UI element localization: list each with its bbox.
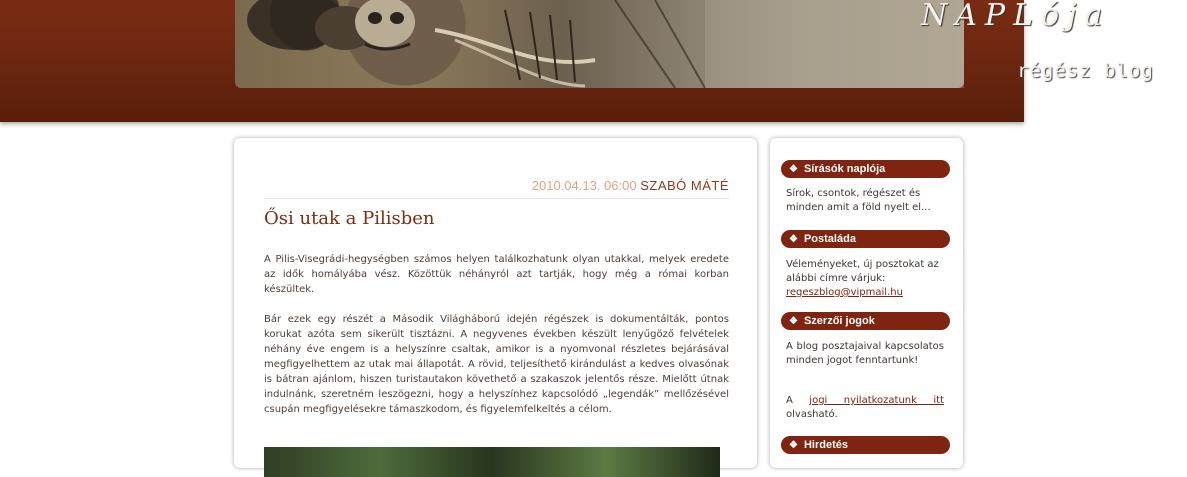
meta-divider [264, 198, 729, 199]
post-author[interactable]: SZABÓ MÁTÉ [640, 178, 729, 193]
post-paragraph: A Pilis-Visegrádi-hegységben számos helyen találkozhatunk olyan utakkal, melyek eredete az idők homályába vész. Közöttük néhányról azt tartják, hogy még a római korban készültek. [264, 254, 729, 295]
widget-header-sirasok [781, 160, 950, 178]
header-banner[interactable] [235, 0, 1154, 88]
diamond-bullet-icon: ❖ [789, 234, 798, 245]
blog-title: NAPLója [921, 0, 1111, 33]
widget-title: Hirdetés [803, 439, 848, 451]
skeleton-photo-illustration [235, 0, 964, 88]
diamond-bullet-icon: ❖ [789, 164, 798, 175]
widget-title: Szerzői jogok [803, 315, 875, 327]
legal-notice-link[interactable]: jogi nyilatkozatunk itt [809, 395, 944, 406]
postalada-text: Véleményeket, új posztokat az alábbi címre várjuk: [786, 259, 939, 284]
blog-subtitle: régész blog [1017, 60, 1154, 82]
post-paragraph: Bár ezek egy részét a Második Világháború idején régészek is dokumentálták, pontos korukat azóta sem sikerült tisztázni. A negyvenes években készült lenyűgöző felvételek néhány éve engem is a helyszínre csaltak, amikor is a nyomvonal részletes bejárásával megfigyelhettem az utak mai állapotát. A rövid, teljesíthető kirándulást a kedves olvasónak is bátran ajánlom, hiszen turistautakon követhető a szakaszok jelentős része. Mielőtt útnak indulnánk, szeretném leszögezni, hogy a helyszínhez kapcsolódó „legendák” mellőzésével csupán megfigyelésekre támaszkodom, és figyelemfelkeltés a célom. [264, 314, 729, 415]
jogok-prefix: A [786, 395, 793, 406]
widget-title: Sírásók naplója [803, 163, 886, 175]
post-date: 2010.04.13. 06:00 [531, 178, 637, 193]
diamond-bullet-icon: ❖ [789, 316, 798, 327]
post-body [264, 252, 729, 432]
sidebar [770, 138, 963, 468]
jogok-suffix: olvasható. [786, 409, 838, 420]
post-photo [264, 447, 720, 477]
widget-text-jogok-2 [786, 394, 944, 422]
widget-text-jogok: A blog posztajaival kapcsolatos minden jogot fenntartunk! [786, 341, 944, 366]
widget-header-szerzoi-jogok [781, 312, 950, 330]
post-meta [264, 178, 729, 193]
email-link[interactable]: regeszblog@vipmail.hu [786, 287, 903, 298]
widget-title: Postaláda [803, 233, 856, 245]
diamond-bullet-icon: ❖ [789, 440, 798, 451]
widget-header-hirdetes [781, 436, 950, 454]
post-title[interactable]: Ősi utak a Pilisben [264, 208, 435, 229]
post-panel [234, 138, 757, 468]
widget-header-postalada [781, 230, 950, 248]
widget-text-sirasok: Sírok, csontok, régészet és minden amit a föld nyelt el... [786, 188, 931, 213]
widget-text-postalada [786, 258, 944, 300]
